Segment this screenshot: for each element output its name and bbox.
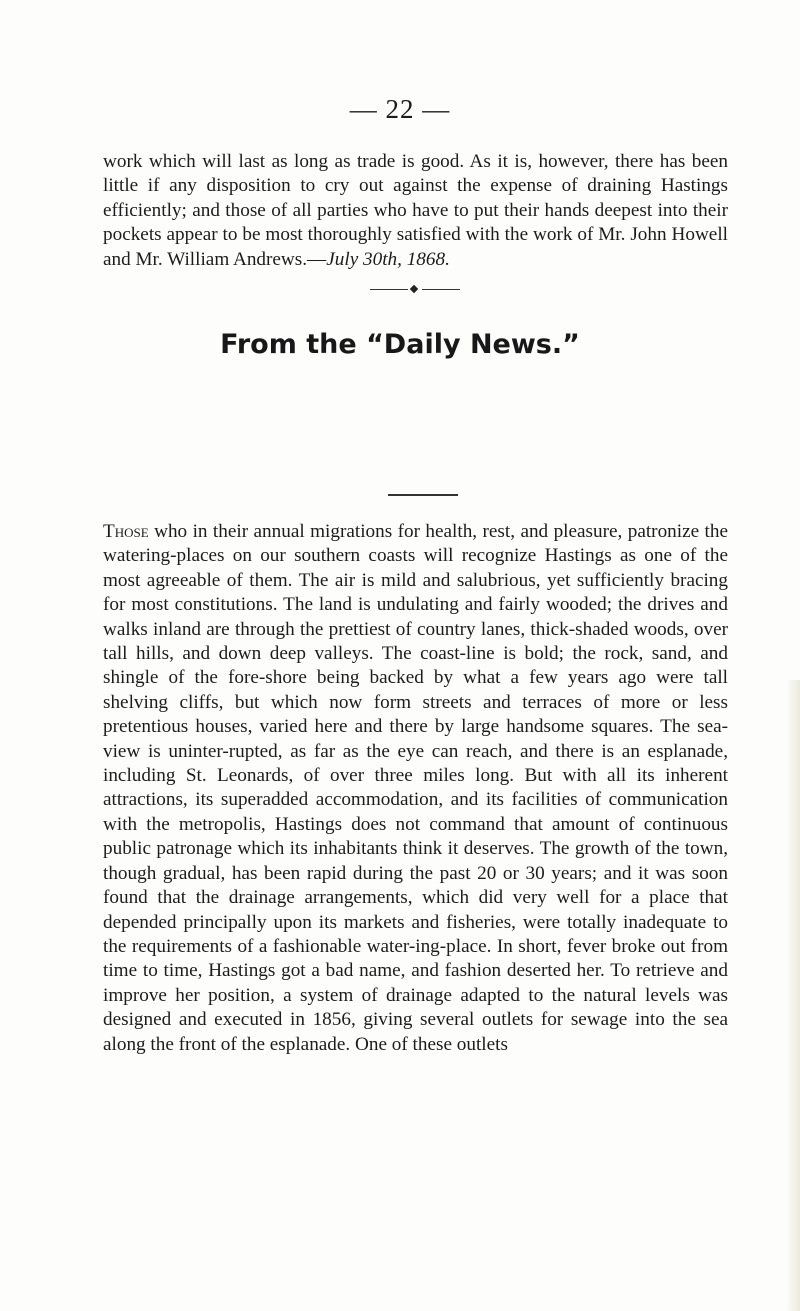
page-number: — 22 — bbox=[349, 94, 451, 124]
article-text-container bbox=[103, 520, 728, 1057]
article-text: who in their annual migrations for health, rest, and pleasure, patronize the watering-places on our southern coasts will recognize Hastings as one of the most agreeable of them. The air is mild and salubrious, yet sufficiently bracing for most constitutions. The land is undulating and fairly wooded; the drives and walks inland are through the prettiest of country lanes, thick-shaded woods, over tall hills, and down deep valleys. The coast-line is bold; the rock, sand, and shingle of the fore-shore being backed by what a few years ago were tall shelving cliffs, but which now form streets and terraces of more or less pretentious houses, varied here and there by large handsome squares. The sea-view is uninter-rupted, as far as the eye can reach, and there is an esplanade, including St. Leonards, of over three miles long. But with all its inherent attractions, its superadded accommodation, and its facilities of communication with the metropolis, Hastings does not command that amount of continuous public patronage which its inhabitants think it deserves. The growth of the town, though gradual, has been rapid during the past 20 or 30 years; and it was soon found that the drainage arrangements, which did very well for a place that depended principally upon its markets and fisheries, were totally inadequate to the requirements of a fashionable water-ing-place. In short, fever broke out from time to time, Hastings got a bad name, and fashion deserted her. To retrieve and improve her position, a system of drainage adapted to the natural levels was designed and executed in 1856, giving several outlets for sewage into the sea along the front of the esplanade. One of these outlets bbox=[103, 521, 728, 1055]
article-lead-word: Those bbox=[103, 521, 149, 542]
heading-rule bbox=[388, 494, 458, 496]
intro-text: work which will last as long as trade is good. As it is, however, there has been little if any disposition to cry out against the expense of draining Hastings efficiently; and those of all parties who have to put their hands deepest into their pockets appear to be most thoroughly satisfied with the work of Mr. John Howell and Mr. William Andrews.— bbox=[103, 151, 728, 270]
ornament-line-left bbox=[370, 289, 408, 290]
intro-date: July 30th, 1868. bbox=[326, 248, 450, 270]
ornament-line-right bbox=[422, 289, 460, 290]
article-paragraph bbox=[103, 520, 728, 1057]
section-heading: From the “Daily News.” bbox=[220, 329, 580, 360]
page-edge-shadow bbox=[786, 680, 800, 1311]
section-divider-ornament bbox=[370, 285, 460, 295]
ornament-diamond bbox=[410, 285, 418, 293]
intro-paragraph bbox=[103, 150, 728, 272]
intro-text-container bbox=[103, 150, 728, 272]
